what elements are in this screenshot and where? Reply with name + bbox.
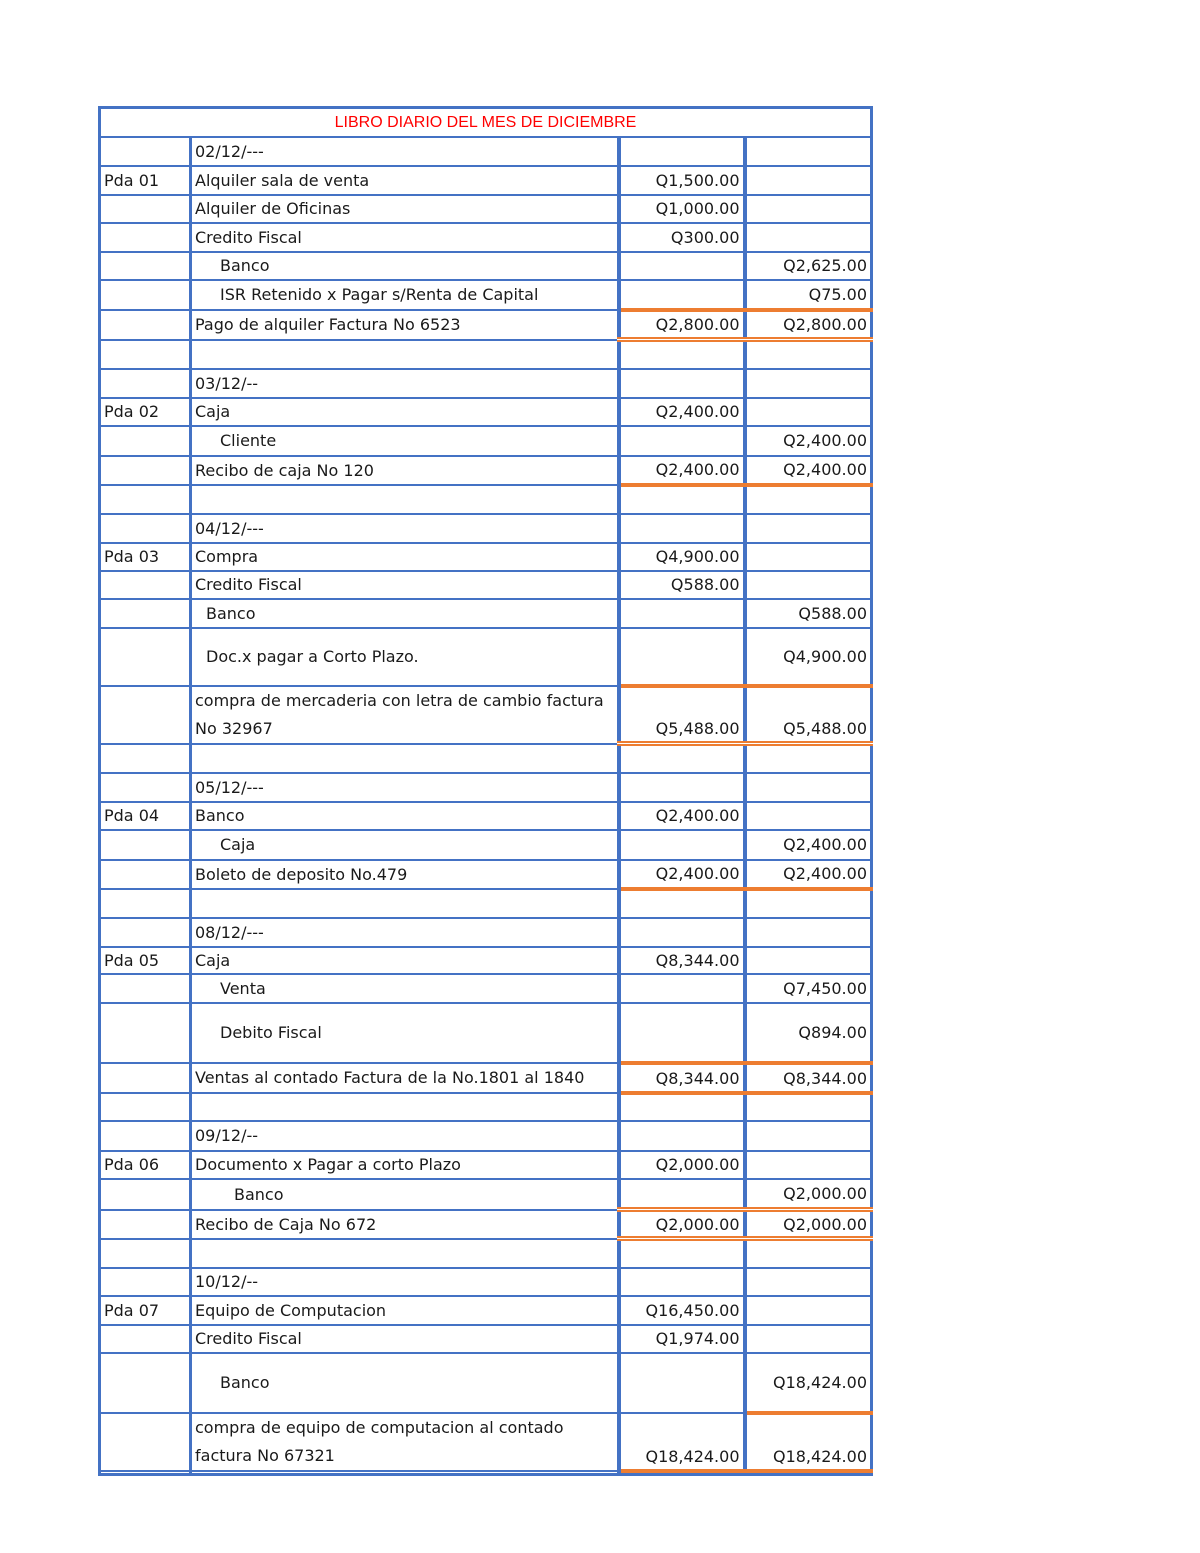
credit-amount-cell [745, 947, 872, 974]
journal-row [100, 1179, 872, 1210]
entry-number-cell [100, 1353, 191, 1413]
credit-amount-cell: Q75.00 [745, 280, 872, 310]
journal-row [100, 1471, 872, 1475]
debit-amount-cell: Q4,900.00 [619, 543, 745, 571]
journal-row [100, 860, 872, 889]
debit-amount-cell [619, 1268, 745, 1296]
journal-row [100, 166, 872, 195]
credit-amount-cell: Q894.00 [745, 1003, 872, 1063]
entry-number-cell [100, 830, 191, 860]
account-description-cell: Caja [191, 830, 619, 860]
credit-amount-cell [745, 1121, 872, 1151]
entry-number-cell: Pda 06 [100, 1151, 191, 1179]
account-description-cell: 08/12/--- [191, 918, 619, 947]
journal-row [100, 744, 872, 773]
account-description-cell: Recibo de caja No 120 [191, 456, 619, 485]
credit-amount-cell [745, 1325, 872, 1353]
credit-amount-cell [745, 543, 872, 571]
account-description-cell: Pago de alquiler Factura No 6523 [191, 310, 619, 340]
debit-amount-cell: Q2,400.00 [619, 398, 745, 426]
entry-number-cell: Pda 07 [100, 1296, 191, 1325]
account-description-cell: Compra [191, 543, 619, 571]
debit-amount-cell [619, 514, 745, 543]
credit-amount-cell [745, 773, 872, 802]
account-description-cell: Doc.x pagar a Corto Plazo. [191, 628, 619, 686]
journal-row [100, 974, 872, 1003]
entry-number-cell [100, 340, 191, 369]
journal-row [100, 1296, 872, 1325]
debit-amount-cell [619, 1179, 745, 1210]
entry-number-cell [100, 310, 191, 340]
credit-amount-cell: Q18,424.00 [745, 1353, 872, 1413]
entry-number-cell [100, 1471, 191, 1475]
journal-row [100, 1353, 872, 1413]
account-description-cell [191, 1239, 619, 1268]
journal-row [100, 223, 872, 252]
entry-number-cell [100, 773, 191, 802]
account-description-cell: Credito Fiscal [191, 571, 619, 599]
account-description-cell: Caja [191, 947, 619, 974]
entry-number-cell [100, 1003, 191, 1063]
credit-amount-cell [745, 485, 872, 514]
entry-number-cell [100, 426, 191, 456]
entry-number-cell: Pda 04 [100, 802, 191, 830]
debit-amount-cell [619, 889, 745, 918]
credit-amount-cell [745, 571, 872, 599]
entry-number-cell [100, 137, 191, 166]
account-description-cell [191, 1093, 619, 1121]
debit-amount-cell [619, 340, 745, 369]
debit-amount-cell: Q8,344.00 [619, 947, 745, 974]
journal-row [100, 918, 872, 947]
credit-amount-cell: Q2,800.00 [745, 310, 872, 340]
credit-amount-cell: Q588.00 [745, 599, 872, 628]
debit-amount-cell: Q1,974.00 [619, 1325, 745, 1353]
journal-row [100, 947, 872, 974]
journal-row [100, 543, 872, 571]
account-description-cell: Recibo de Caja No 672 [191, 1210, 619, 1239]
credit-amount-cell [745, 889, 872, 918]
credit-amount-cell [745, 137, 872, 166]
title-row [100, 108, 872, 137]
debit-amount-cell [619, 918, 745, 947]
journal-row [100, 1239, 872, 1268]
debit-amount-cell [619, 773, 745, 802]
debit-amount-cell [619, 280, 745, 310]
credit-amount-cell: Q4,900.00 [745, 628, 872, 686]
entry-number-cell [100, 195, 191, 223]
account-description-cell: Credito Fiscal [191, 1325, 619, 1353]
credit-amount-cell [745, 1239, 872, 1268]
credit-amount-cell: Q2,000.00 [745, 1179, 872, 1210]
account-description-cell: Boleto de deposito No.479 [191, 860, 619, 889]
debit-amount-cell [619, 974, 745, 1003]
debit-amount-cell: Q300.00 [619, 223, 745, 252]
credit-amount-cell [745, 1471, 872, 1475]
account-description-cell [191, 744, 619, 773]
credit-amount-cell [745, 340, 872, 369]
entry-number-cell [100, 918, 191, 947]
credit-amount-cell: Q7,450.00 [745, 974, 872, 1003]
journal-row [100, 340, 872, 369]
debit-amount-cell: Q588.00 [619, 571, 745, 599]
debit-amount-cell [619, 252, 745, 280]
journal-row [100, 485, 872, 514]
journal-row [100, 252, 872, 280]
credit-amount-cell: Q2,400.00 [745, 860, 872, 889]
journal-row [100, 802, 872, 830]
entry-number-cell: Pda 03 [100, 543, 191, 571]
debit-amount-cell: Q2,400.00 [619, 456, 745, 485]
credit-amount-cell [745, 918, 872, 947]
debit-amount-cell [619, 1121, 745, 1151]
journal-row [100, 195, 872, 223]
credit-amount-cell [745, 1151, 872, 1179]
journal-title: LIBRO DIARIO DEL MES DE DICIEMBRE [100, 108, 872, 137]
account-description-cell: Banco [191, 1353, 619, 1413]
debit-amount-cell [619, 137, 745, 166]
debit-amount-cell: Q2,800.00 [619, 310, 745, 340]
journal-row [100, 686, 872, 744]
journal-row [100, 889, 872, 918]
debit-amount-cell [619, 1471, 745, 1475]
account-description-cell: Credito Fiscal [191, 223, 619, 252]
account-description-cell [191, 485, 619, 514]
account-description-cell [191, 889, 619, 918]
debit-amount-cell: Q1,500.00 [619, 166, 745, 195]
entry-number-cell [100, 1121, 191, 1151]
account-description-cell: compra de mercaderia con letra de cambio factura No 32967 [191, 686, 619, 744]
journal-row [100, 1151, 872, 1179]
account-description-cell: ISR Retenido x Pagar s/Renta de Capital [191, 280, 619, 310]
debit-amount-cell [619, 426, 745, 456]
credit-amount-cell [745, 369, 872, 398]
journal-table [98, 106, 873, 1476]
journal-row [100, 514, 872, 543]
entry-number-cell [100, 1325, 191, 1353]
entry-number-cell [100, 1179, 191, 1210]
entry-number-cell [100, 514, 191, 543]
journal-row [100, 310, 872, 340]
debit-amount-cell: Q18,424.00 [619, 1413, 745, 1471]
credit-amount-cell: Q8,344.00 [745, 1063, 872, 1093]
credit-amount-cell [745, 1296, 872, 1325]
debit-amount-cell [619, 1093, 745, 1121]
account-description-cell: Alquiler sala de venta [191, 166, 619, 195]
debit-amount-cell [619, 369, 745, 398]
account-description-cell: 04/12/--- [191, 514, 619, 543]
account-description-cell: Banco [191, 802, 619, 830]
account-description-cell: 03/12/-- [191, 369, 619, 398]
debit-amount-cell [619, 1003, 745, 1063]
credit-amount-cell [745, 514, 872, 543]
account-description-cell: Cliente [191, 426, 619, 456]
account-description-cell: Caja [191, 398, 619, 426]
credit-amount-cell: Q2,000.00 [745, 1210, 872, 1239]
entry-number-cell [100, 571, 191, 599]
entry-number-cell [100, 485, 191, 514]
entry-number-cell [100, 223, 191, 252]
debit-amount-cell [619, 485, 745, 514]
account-description-cell: Equipo de Computacion [191, 1296, 619, 1325]
credit-amount-cell [745, 195, 872, 223]
journal-row [100, 426, 872, 456]
account-description-cell: compra de equipo de computacion al contado factura No 67321 [191, 1413, 619, 1471]
journal-row [100, 830, 872, 860]
entry-number-cell [100, 974, 191, 1003]
entry-number-cell [100, 686, 191, 744]
journal-row [100, 1121, 872, 1151]
credit-amount-cell [745, 1093, 872, 1121]
entry-number-cell [100, 456, 191, 485]
account-description-cell: Debito Fiscal [191, 1003, 619, 1063]
account-description-cell: Venta [191, 974, 619, 1003]
journal-row [100, 456, 872, 485]
entry-number-cell [100, 599, 191, 628]
account-description-cell: Ventas al contado Factura de la No.1801 al 1840 [191, 1063, 619, 1093]
entry-number-cell [100, 369, 191, 398]
journal-row [100, 773, 872, 802]
debit-amount-cell: Q2,000.00 [619, 1210, 745, 1239]
debit-amount-cell [619, 628, 745, 686]
entry-number-cell [100, 860, 191, 889]
entry-number-cell [100, 1268, 191, 1296]
account-description-cell: 02/12/--- [191, 137, 619, 166]
entry-number-cell [100, 1093, 191, 1121]
credit-amount-cell [745, 1268, 872, 1296]
debit-amount-cell: Q8,344.00 [619, 1063, 745, 1093]
credit-amount-cell: Q2,400.00 [745, 426, 872, 456]
entry-number-cell [100, 889, 191, 918]
credit-amount-cell: Q2,625.00 [745, 252, 872, 280]
debit-amount-cell [619, 1353, 745, 1413]
journal-row [100, 571, 872, 599]
debit-amount-cell: Q2,400.00 [619, 860, 745, 889]
credit-amount-cell [745, 744, 872, 773]
entry-number-cell: Pda 02 [100, 398, 191, 426]
entry-number-cell [100, 1210, 191, 1239]
journal-row [100, 1093, 872, 1121]
journal-body [100, 108, 872, 1475]
journal-row [100, 369, 872, 398]
credit-amount-cell [745, 223, 872, 252]
debit-amount-cell: Q5,488.00 [619, 686, 745, 744]
credit-amount-cell [745, 166, 872, 195]
debit-amount-cell: Q1,000.00 [619, 195, 745, 223]
account-description-cell: Banco [191, 252, 619, 280]
account-description-cell [191, 1471, 619, 1475]
credit-amount-cell: Q2,400.00 [745, 830, 872, 860]
entry-number-cell [100, 1063, 191, 1093]
journal-row [100, 599, 872, 628]
account-description-cell: 09/12/-- [191, 1121, 619, 1151]
entry-number-cell [100, 1239, 191, 1268]
entry-number-cell: Pda 01 [100, 166, 191, 195]
journal-row [100, 1003, 872, 1063]
journal-row [100, 1325, 872, 1353]
entry-number-cell: Pda 05 [100, 947, 191, 974]
debit-amount-cell [619, 1239, 745, 1268]
debit-amount-cell: Q2,000.00 [619, 1151, 745, 1179]
account-description-cell: Banco [191, 599, 619, 628]
journal-row [100, 280, 872, 310]
journal-row [100, 1413, 872, 1471]
credit-amount-cell: Q2,400.00 [745, 456, 872, 485]
entry-number-cell [100, 628, 191, 686]
entry-number-cell [100, 280, 191, 310]
journal-row [100, 628, 872, 686]
journal-row [100, 1063, 872, 1093]
entry-number-cell [100, 252, 191, 280]
journal-row [100, 1210, 872, 1239]
account-description-cell: Alquiler de Oficinas [191, 195, 619, 223]
debit-amount-cell [619, 830, 745, 860]
account-description-cell: 05/12/--- [191, 773, 619, 802]
entry-number-cell [100, 744, 191, 773]
account-description-cell: Banco [191, 1179, 619, 1210]
debit-amount-cell: Q16,450.00 [619, 1296, 745, 1325]
credit-amount-cell: Q18,424.00 [745, 1413, 872, 1471]
debit-amount-cell [619, 599, 745, 628]
credit-amount-cell [745, 398, 872, 426]
entry-number-cell [100, 1413, 191, 1471]
account-description-cell: 10/12/-- [191, 1268, 619, 1296]
journal-row [100, 137, 872, 166]
account-description-cell [191, 340, 619, 369]
credit-amount-cell [745, 802, 872, 830]
debit-amount-cell [619, 744, 745, 773]
credit-amount-cell: Q5,488.00 [745, 686, 872, 744]
journal-row [100, 398, 872, 426]
account-description-cell: Documento x Pagar a corto Plazo [191, 1151, 619, 1179]
journal-row [100, 1268, 872, 1296]
debit-amount-cell: Q2,400.00 [619, 802, 745, 830]
